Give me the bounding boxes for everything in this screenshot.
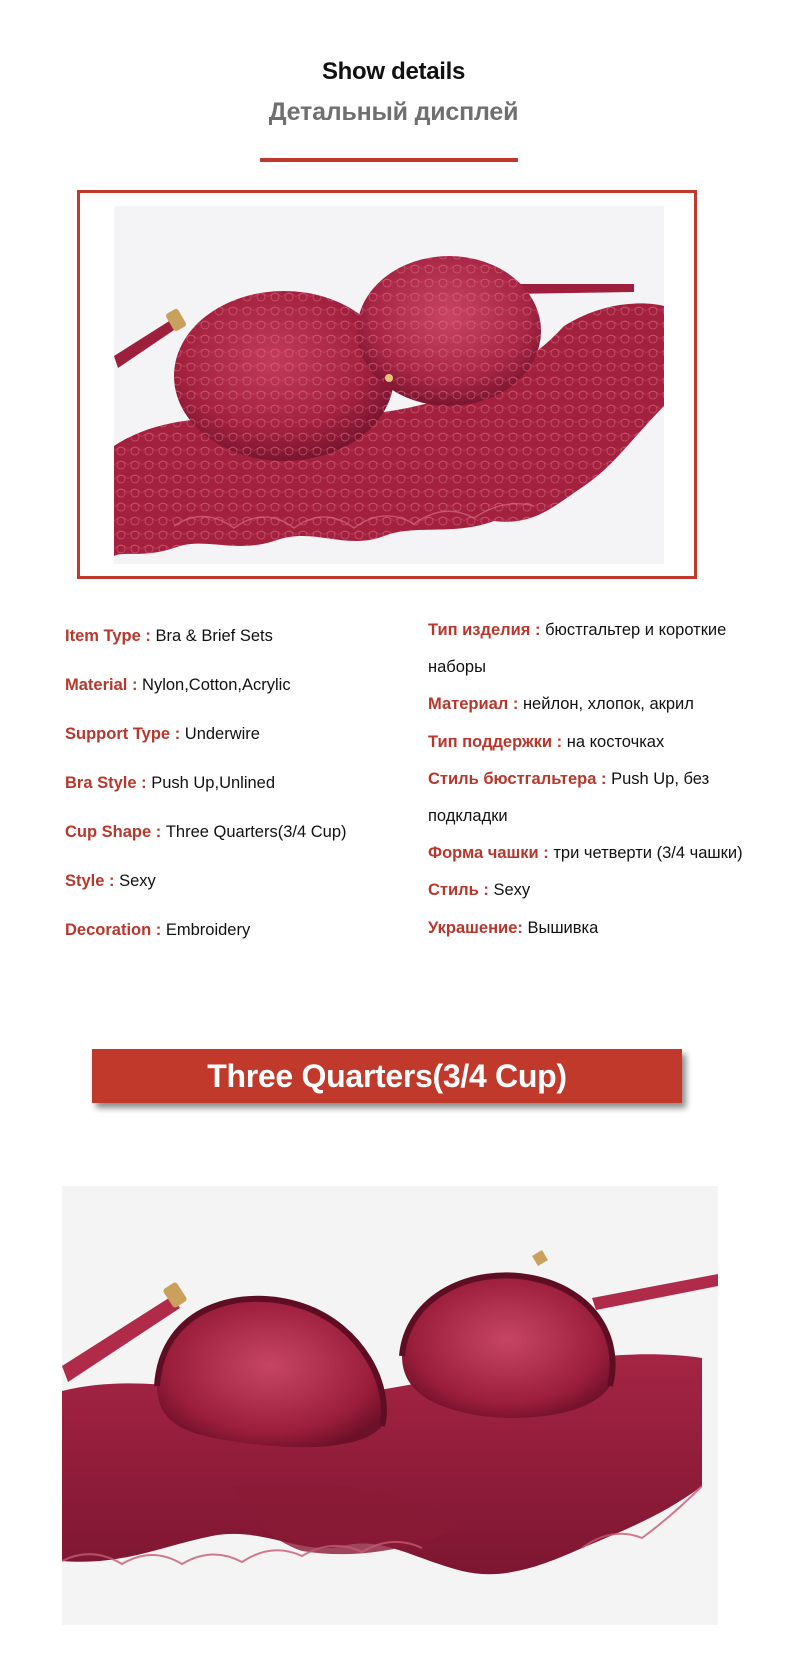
spec-en-value: Sexy [119, 872, 156, 890]
spec-en-value: Push Up,Unlined [151, 774, 276, 792]
spec-en-row [65, 906, 405, 955]
spec-ru-value: Push Up, без подкладки [428, 769, 710, 826]
spec-en-label: Cup Shape : [65, 823, 166, 841]
spec-en-row [65, 661, 405, 710]
bra-inside-illustration [62, 1186, 718, 1625]
spec-ru-row [428, 910, 758, 947]
spec-ru-label: Тип изделия : [428, 621, 546, 639]
spec-ru-value: на косточках [566, 732, 665, 751]
spec-en-label: Decoration : [65, 921, 166, 939]
spec-ru-row [428, 761, 758, 835]
title-underline [260, 158, 518, 162]
spec-en-value: Underwire [184, 725, 260, 743]
spec-ru-value: Sexy [493, 881, 531, 900]
spec-en-label: Bra Style : [65, 774, 152, 792]
page-subtitle: Детальный дисплей [268, 98, 519, 126]
spec-ru-label: Стиль бюстгальтера : [428, 769, 612, 788]
specs-russian [428, 612, 758, 947]
spec-ru-value: три четверти (3/4 чашки) [553, 844, 743, 863]
spec-en-value: Three Quarters(3/4 Cup) [165, 823, 347, 841]
spec-en-value: Bra & Brief Sets [155, 627, 273, 645]
spec-ru-value: нейлон, хлопок, акрил [522, 695, 694, 714]
spec-en-row [65, 710, 405, 759]
banner-text: Three Quarters(3/4 Cup) [207, 1057, 567, 1094]
spec-ru-row [428, 872, 758, 909]
spec-ru-label: Стиль : [428, 881, 494, 900]
cup-shape-banner [92, 1049, 682, 1103]
product-photo-frame [77, 190, 697, 579]
spec-en-row [65, 857, 405, 906]
spec-ru-label: Тип поддержки : [428, 732, 567, 751]
bra-front-illustration [114, 206, 664, 564]
spec-ru-label: Украшение: [428, 918, 528, 937]
spec-ru-label: Материал : [428, 695, 523, 714]
spec-en-row [65, 808, 405, 857]
spec-en-row [65, 612, 405, 661]
spec-en-row [65, 759, 405, 808]
specs-english [65, 612, 405, 955]
spec-ru-label: Форма чашки : [428, 844, 554, 863]
spec-ru-row [428, 835, 758, 872]
spec-en-label: Style : [65, 872, 120, 890]
spec-ru-row [428, 612, 758, 686]
spec-ru-row [428, 686, 758, 723]
product-photo-front[interactable] [114, 206, 664, 564]
spec-en-label: Material : [65, 676, 143, 694]
spec-ru-row [428, 724, 758, 761]
spec-ru-value: Вышивка [527, 918, 599, 937]
spec-en-label: Item Type : [65, 627, 156, 645]
product-photo-inside[interactable] [62, 1186, 718, 1625]
spec-en-value: Nylon,Cotton,Acrylic [142, 676, 291, 694]
page-title: Show details [321, 58, 466, 85]
spec-en-label: Support Type : [65, 725, 185, 743]
spec-ru-value: бюстгальтер и короткие наборы [428, 621, 727, 677]
spec-en-value: Embroidery [165, 921, 251, 939]
